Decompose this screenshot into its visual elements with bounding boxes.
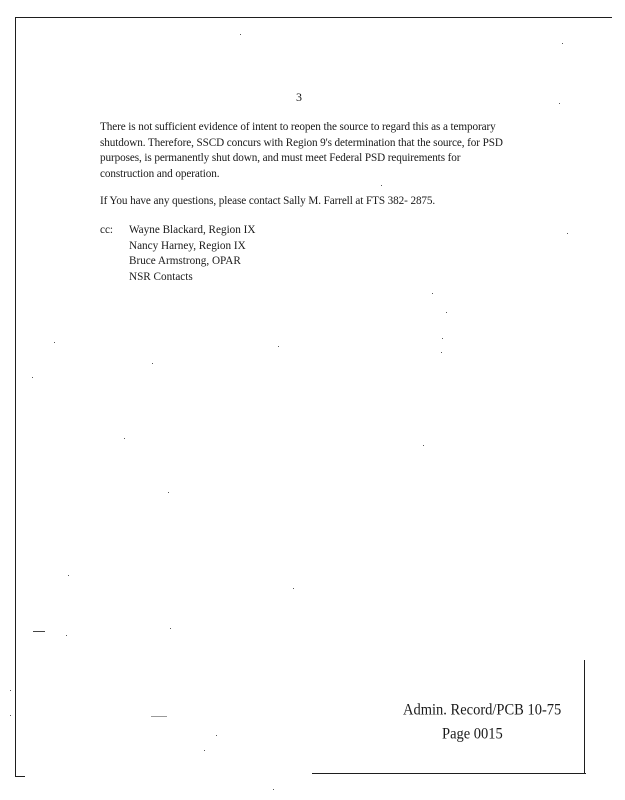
cc-recipient: Wayne Blackard, Region IX	[129, 224, 256, 236]
scan-speck	[204, 750, 205, 751]
scan-speck	[68, 575, 69, 576]
scan-speck	[441, 352, 442, 353]
cc-recipient-list	[129, 223, 255, 285]
scan-speck	[66, 635, 67, 636]
scan-speck	[562, 43, 563, 44]
scan-speck	[10, 715, 11, 716]
paragraph-shutdown-determination: There is not sufficient evidence of intent to reopen the source to regard this as a temporary shutdown. Therefore, SSCD concurs with Region 9's determination that the source, for PSD purposes, is permanently shut down, and must meet Federal PSD requirements for construction and operation.	[100, 121, 503, 180]
admin-record-stamp: Admin. Record/PCB 10-75	[403, 701, 562, 719]
scan-speck	[432, 293, 433, 294]
scan-speck	[559, 103, 560, 104]
scan-border-left-tick	[15, 776, 25, 777]
scan-speck	[293, 588, 294, 589]
scan-speck	[273, 789, 274, 790]
scan-speck	[124, 438, 125, 439]
scan-speck	[446, 312, 447, 313]
scan-border-top	[15, 17, 612, 18]
scan-speck	[168, 492, 169, 493]
cc-recipient: Nancy Harney, Region IX	[129, 239, 246, 252]
scan-speck	[32, 377, 33, 378]
scan-speck	[442, 338, 443, 339]
scan-speck	[10, 690, 11, 691]
scan-speck	[216, 735, 217, 736]
scan-speck	[423, 445, 424, 446]
cc-recipient: Bruce Armstrong, OPAR	[129, 255, 241, 267]
scan-speck	[152, 363, 153, 364]
scan-speck	[170, 628, 171, 629]
scan-border-right	[584, 660, 585, 774]
cc-block	[100, 223, 255, 285]
scan-speck	[381, 185, 382, 186]
paragraph-contact: If You have any questions, please contact Sally M. Farrell at FTS 382- 2875.	[100, 195, 436, 207]
scan-speck	[54, 342, 55, 343]
page-stamp: Page 0015	[442, 725, 503, 743]
scan-border-left	[15, 17, 16, 777]
scan-smudge	[33, 631, 45, 632]
scan-speck	[278, 346, 279, 347]
cc-label: cc:	[100, 224, 114, 236]
page-number: 3	[296, 90, 302, 104]
cc-recipient: NSR Contacts	[129, 270, 193, 283]
scan-border-bottom	[312, 773, 586, 774]
scan-speck	[567, 233, 568, 234]
scan-smudge	[151, 716, 167, 717]
scan-speck	[240, 34, 241, 35]
